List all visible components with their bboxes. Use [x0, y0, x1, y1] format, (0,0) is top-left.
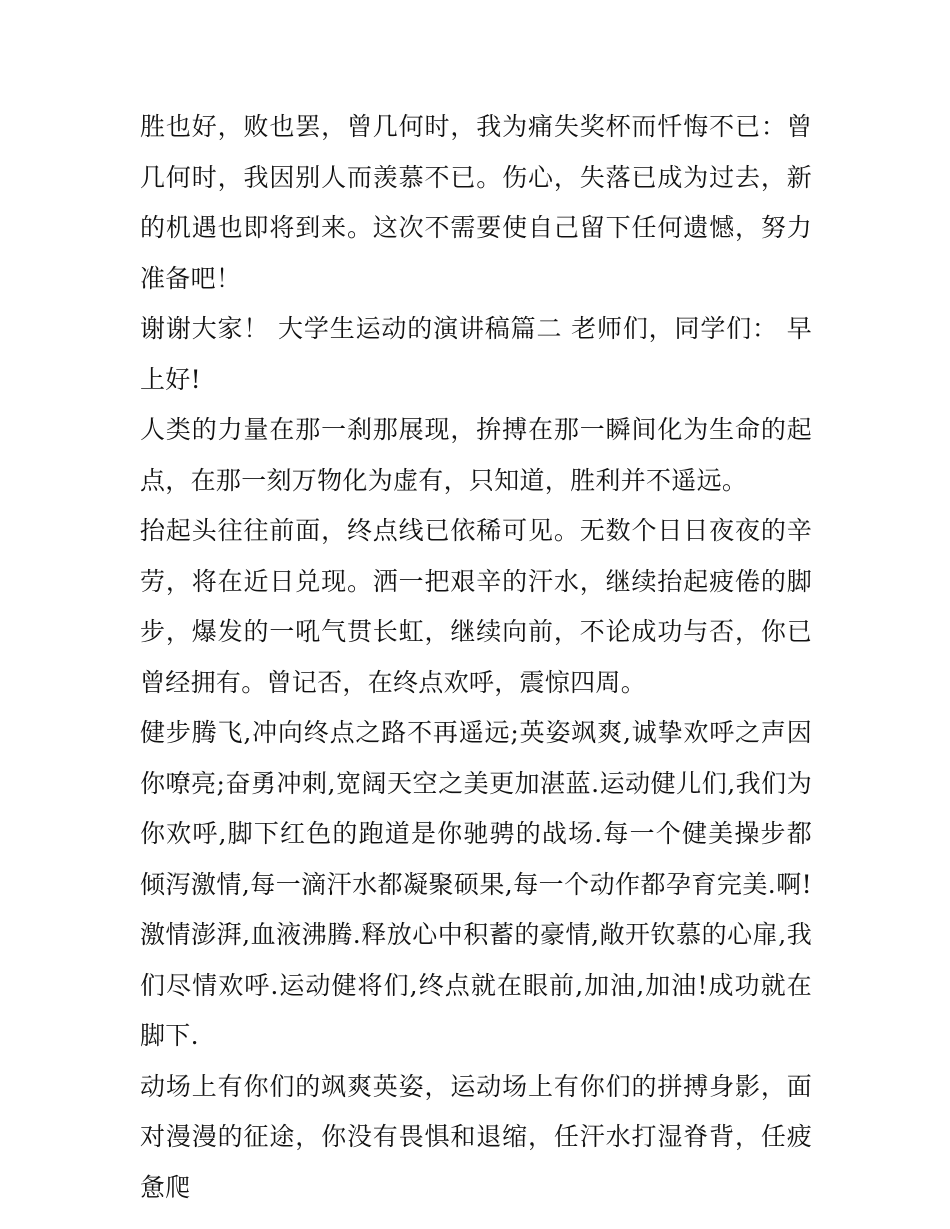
paragraph-6: 动场上有你们的飒爽英姿，运动场上有你们的拼搏身影，面对漫漫的征途，你没有畏惧和退缩，任汗水打湿脊背，任疲惫爬: [140, 1071, 812, 1202]
document-body: [140, 102, 812, 1213]
paragraph-1: 胜也好，败也罢，曾几何时，我为痛失奖杯而忏悔不已：曾几何时，我因别人而羡慕不已。伤心，失落已成为过去，新的机遇也即将到来。这次不需要使自己留下任何遗憾，努力准备吧！: [140, 112, 812, 293]
paragraph-5: 健步腾飞,冲向终点之路不再遥远;英姿飒爽,诚挚欢呼之声因你嘹亮;奋勇冲刺,宽阔天空之美更加湛蓝.运动健儿们,我们为你欢呼,脚下红色的跑道是你驰骋的战场.每一个健美操步都倾泻激情,每一滴汗水都凝聚硕果,每一个动作都孕育完美.啊!激情澎湃,血液沸腾.释放心中积蓄的豪情,敞开钦慕的心扉,我们尽情欢呼.运动健将们,终点就在眼前,加油,加油!成功就在脚下.: [140, 718, 812, 1050]
paragraph-3: 人类的力量在那一刹那展现，拚搏在那一瞬间化为生命的起点，在那一刻万物化为虚有，只知道，胜利并不遥远。: [140, 415, 812, 495]
paragraph-4: 抬起头往往前面，终点线已依稀可见。无数个日日夜夜的辛劳，将在近日兑现。洒一把艰辛的汗水，继续抬起疲倦的脚步，爆发的一吼气贯长虹，继续向前，不论成功与否，你已曾经拥有。曾记否，在终点欢呼，震惊四周。: [140, 516, 812, 697]
paragraph-2: 谢谢大家！ 大学生运动的演讲稿篇二 老师们，同学们： 早上好!: [140, 314, 812, 394]
